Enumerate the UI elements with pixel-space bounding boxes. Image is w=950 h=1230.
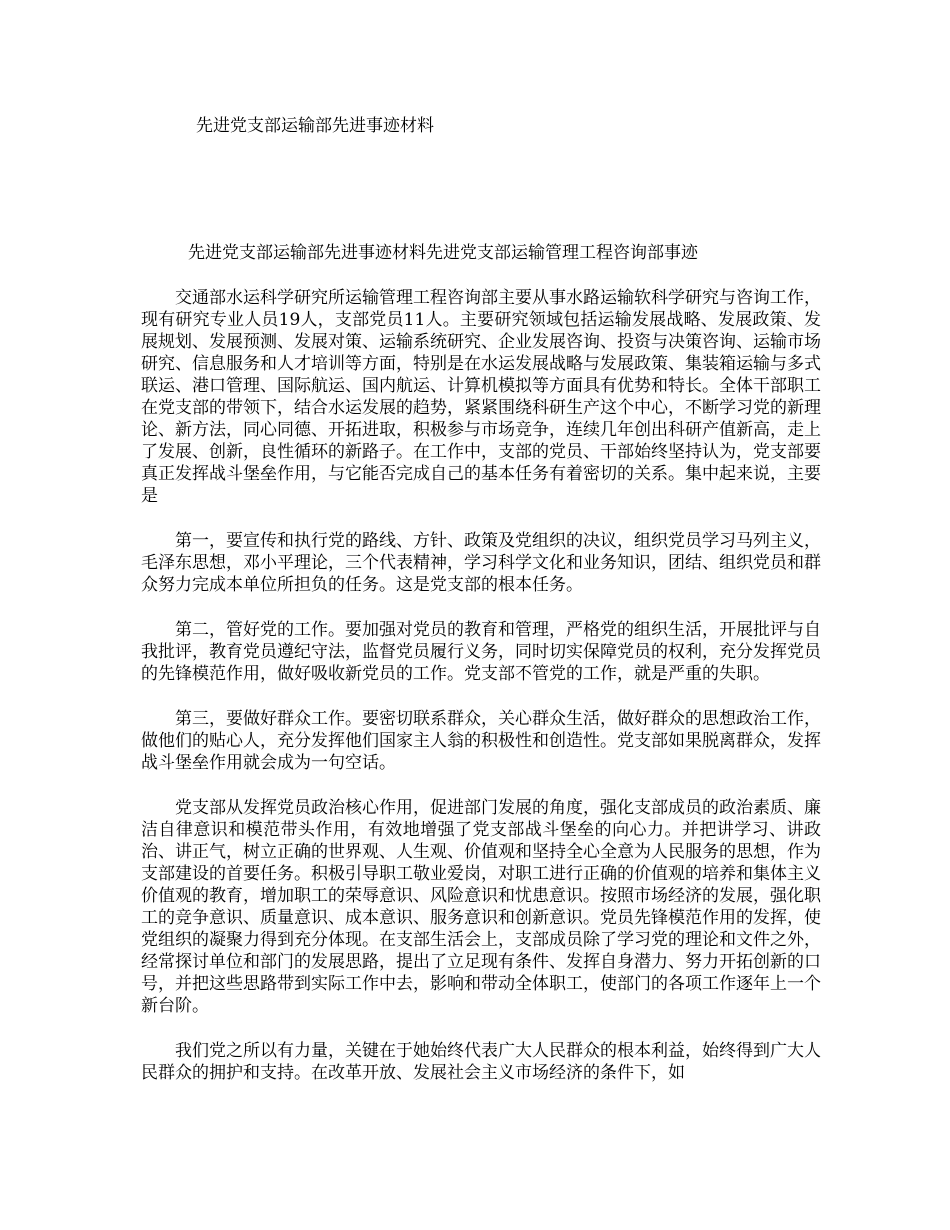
paragraph-party-strength: 我们党之所以有力量，关键在于她始终代表广大人民群众的根本利益，始终得到广大人民群众的拥护和支持。在改革开放、发展社会主义市场经济的条件下，如 <box>141 1041 821 1083</box>
paragraph-first-task: 第一，要宣传和执行党的路线、方针、政策及党组织的决议，组织党员学习马列主义，毛泽东思想，邓小平理论，三个代表精神，学习科学文化和业务知识，团结、组织党员和群众努力完成本单位所担负的任务。这是党支部的根本任务。 <box>141 531 821 595</box>
paragraph-branch-role: 党支部从发挥党员政治核心作用，促进部门发展的角度，强化支部成员的政治素质、廉洁自律意识和模范带头作用，有效地增强了党支部战斗堡垒的向心力。并把讲学习、讲政治、讲正气，树立正确的世界观、人生观、价值观和坚持全心全意为人民服务的思想，作为支部建设的首要任务。积极引导职工敬业爱岗，对职工进行正确的价值观的培养和集体主义价值观的教育，增加职工的荣辱意识、风险意识和忧患意识。按照市场经济的发展，强化职工的竞争意识、质量意识、成本意识、服务意识和创新意识。党员先锋模范作用的发挥，使党组织的凝聚力得到充分体现。在支部生活会上，支部成员除了学习党的理论和文件之外，经常探讨单位和部门的发展思路，提出了立足现有条件、发挥自身潜力、努力开拓创新的口号，并把这些思路带到实际工作中去，影响和带动全体职工，使部门的各项工作逐年上一个新台阶。 <box>141 798 821 1016</box>
document-subtitle: 先进党支部运输部先进事迹材料先进党支部运输管理工程咨询部事迹 <box>188 243 698 263</box>
paragraph-second-task: 第二，管好党的工作。要加强对党员的教育和管理，严格党的组织生活，开展批评与自我批评，教育党员遵纪守法，监督党员履行义务，同时切实保障党员的权利，充分发挥党员的先锋模范作用，做好吸收新党员的工作。党支部不管党的工作，就是严重的失职。 <box>141 620 821 684</box>
paragraph-third-task: 第三，要做好群众工作。要密切联系群众，关心群众生活，做好群众的思想政治工作，做他们的贴心人，充分发挥他们国家主人翁的积极性和创造性。党支部如果脱离群众，发挥战斗堡垒作用就会成为一句空话。 <box>141 709 821 773</box>
paragraph-intro: 交通部水运科学研究所运输管理工程咨询部主要从事水路运输软科学研究与咨询工作，现有研究专业人员19人，支部党员11人。主要研究领域包括运输发展战略、发展政策、发展规划、发展预测、发展对策、运输系统研究、企业发展咨询、投资与决策咨询、运输市场研究、信息服务和人才培训等方面，特别是在水运发展战略与发展政策、集装箱运输与多式联运、港口管理、国际航运、国内航运、计算机模拟等方面具有优势和特长。全体干部职工在党支部的带领下，结合水运发展的趋势，紧紧围绕科研生产这个中心，不断学习党的新理论、新方法，同心同德、开拓进取，积极参与市场竞争，连续几年创出科研产值新高，走上了发展、创新，良性循环的新路子。在工作中，支部的党员、干部始终坚持认为，党支部要真正发挥战斗堡垒作用，与它能否完成自己的基本任务有着密切的关系。集中起来说，主要是 <box>141 288 821 506</box>
document-title: 先进党支部运输部先进事迹材料 <box>196 116 434 136</box>
document-body <box>141 287 821 1107</box>
